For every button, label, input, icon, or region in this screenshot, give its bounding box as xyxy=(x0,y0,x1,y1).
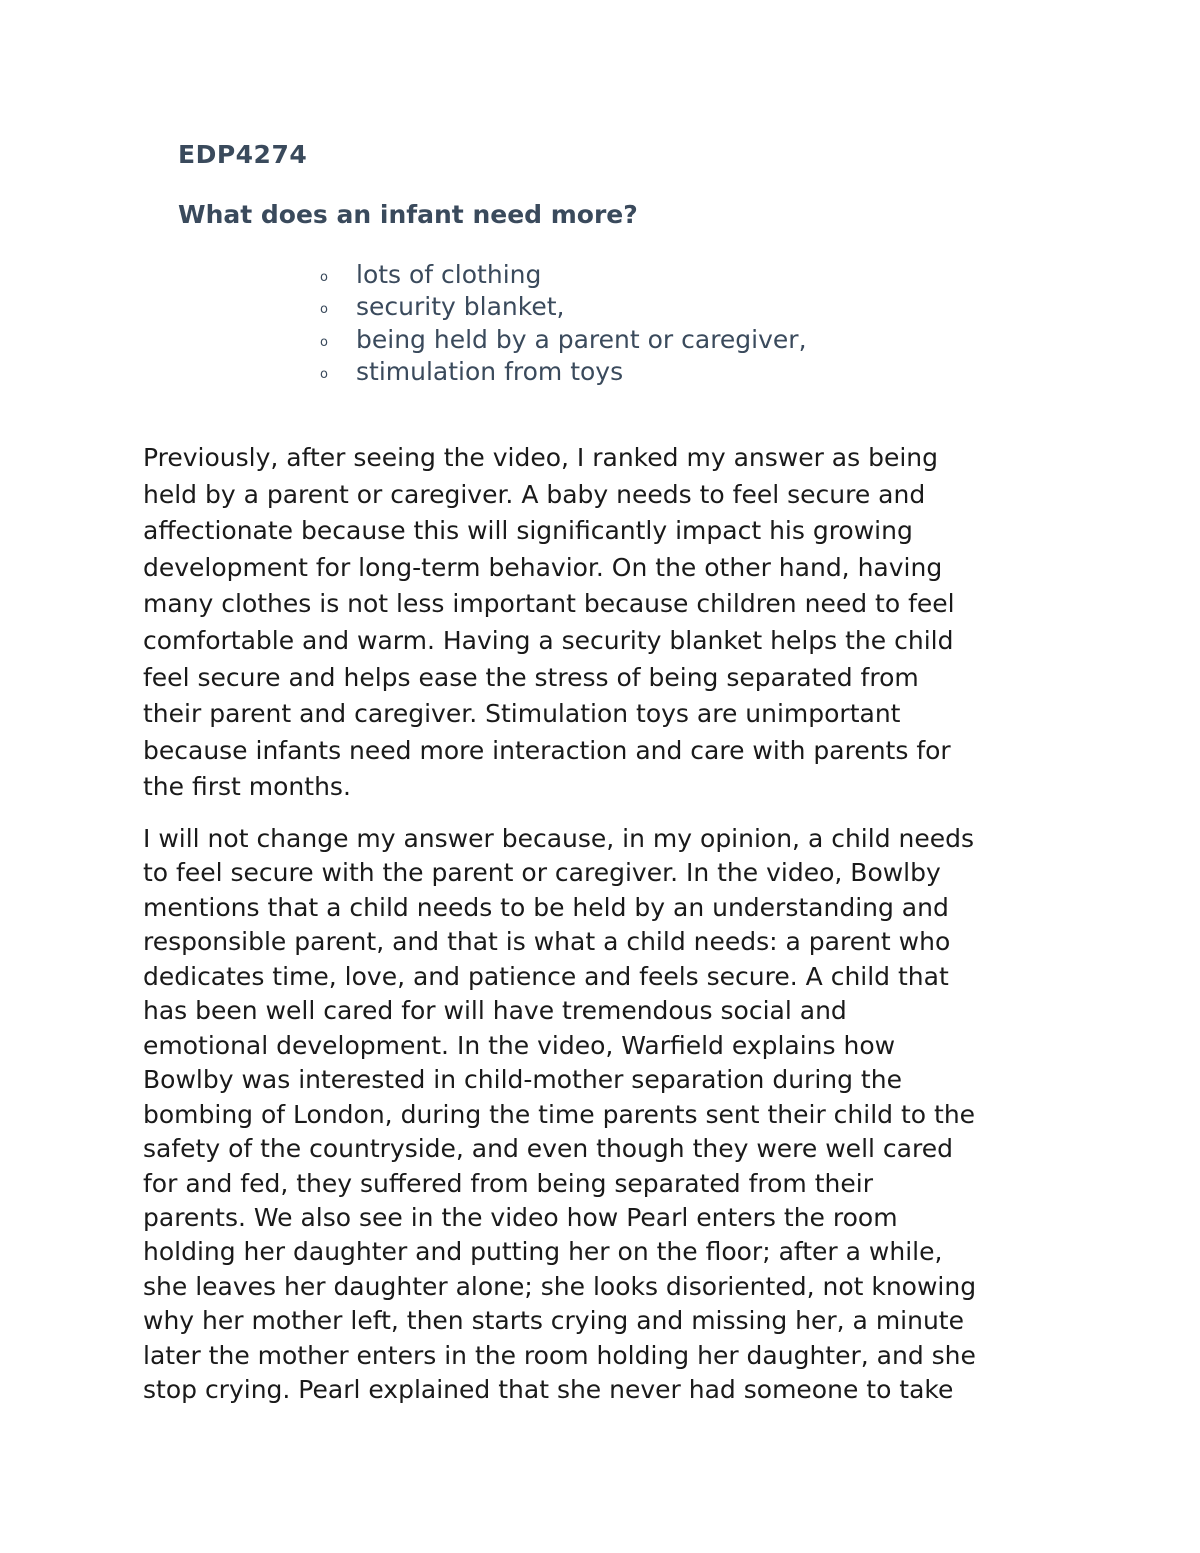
paragraph-line: later the mother enters in the room holding her daughter, and she xyxy=(143,1340,976,1370)
paragraph-line: many clothes is not less important because children need to feel xyxy=(143,589,955,619)
paragraph-line: bombing of London, during the time parents sent their child to the xyxy=(143,1099,976,1129)
paragraph-line: because infants need more interaction and care with parents for xyxy=(143,735,951,765)
hollow-bullet-icon: o xyxy=(320,366,328,382)
hollow-bullet-icon: o xyxy=(320,270,328,285)
paragraph-line: mentions that a child needs to be held by an understanding and xyxy=(143,892,949,922)
paragraph-line: emotional development. In the video, Warfield explains how xyxy=(143,1030,896,1060)
paragraph-line: why her mother left, then starts crying and missing her, a minute xyxy=(143,1306,964,1336)
option-text: stimulation from toys xyxy=(356,356,624,386)
paragraph-line: parents. We also see in the video how Pearl enters the room xyxy=(143,1202,898,1232)
paragraph-line: Previously, after seeing the video, I ranked my answer as being xyxy=(143,443,939,472)
option-text: lots of clothing xyxy=(356,260,542,289)
list-item xyxy=(320,356,807,388)
question-heading: What does an infant need more? xyxy=(178,200,638,229)
answer-options-list xyxy=(320,259,807,388)
paragraph-line: comfortable and warm. Having a security blanket helps the child xyxy=(143,625,954,655)
body-paragraph-2 xyxy=(143,822,1073,1408)
list-item xyxy=(320,259,807,291)
paragraph-line: for and fed, they suffered from being separated from their xyxy=(143,1168,873,1198)
paragraph-line: their parent and caregiver. Stimulation toys are unimportant xyxy=(143,699,901,729)
paragraph-line: the first months. xyxy=(143,772,351,802)
course-code: EDP4274 xyxy=(178,140,308,169)
list-item xyxy=(320,324,807,356)
paragraph-line: affectionate because this will significantly impact his growing xyxy=(143,516,913,546)
paragraph-line: development for long-term behavior. On the other hand, having xyxy=(143,552,943,582)
list-item xyxy=(320,291,807,323)
paragraph-line: safety of the countryside, and even though they were well cared xyxy=(143,1134,953,1164)
paragraph-line: feel secure and helps ease the stress of being separated from xyxy=(143,662,919,692)
paragraph-line: I will not change my answer because, in my opinion, a child needs xyxy=(143,824,975,853)
paragraph-line: Bowlby was interested in child-mother separation during the xyxy=(143,1065,902,1095)
body-paragraph-1 xyxy=(143,440,1073,806)
paragraph-line: stop crying. Pearl explained that she never had someone to take xyxy=(143,1375,954,1405)
option-text: being held by a parent or caregiver, xyxy=(356,324,807,354)
paragraph-line: dedicates time, love, and patience and feels secure. A child that xyxy=(143,961,949,991)
hollow-bullet-icon: o xyxy=(320,302,328,318)
paragraph-line: has been well cared for will have tremendous social and xyxy=(143,996,847,1026)
paragraph-line: responsible parent, and that is what a child needs: a parent who xyxy=(143,927,951,957)
hollow-bullet-icon: o xyxy=(320,334,328,350)
paragraph-line: holding her daughter and putting her on the floor; after a while, xyxy=(143,1237,943,1267)
option-text: security blanket, xyxy=(356,292,565,322)
paragraph-line: held by a parent or caregiver. A baby needs to feel secure and xyxy=(143,479,926,509)
paragraph-line: to feel secure with the parent or caregiver. In the video, Bowlby xyxy=(143,858,941,888)
paragraph-line: she leaves her daughter alone; she looks disoriented, not knowing xyxy=(143,1271,977,1301)
